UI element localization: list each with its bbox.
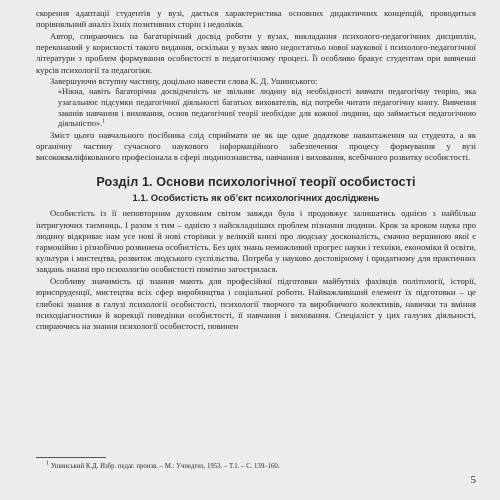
- footnote-divider: [36, 457, 106, 458]
- footnote: [46, 462, 280, 471]
- section-title: 1.1. Особистість як об’єкт психологічних досліджень: [132, 192, 380, 204]
- footnote-mark[interactable]: 1: [102, 118, 106, 125]
- footnote-text: Ушинський К.Д. Избр. педаг. произв. – М.: Учпедгиз, 1953. – Т.1. – С. 139–160.: [50, 463, 280, 470]
- paragraph-professional-training: Особливу значимість ці знання мають для професійної підготовки майбутніх фахівців політології, історії, юриспруденції, мистецтва всіх сфер виробництва і соціальної роботи. Найважливіший елемент їх підготовки – це глибокі знання в галузі психології особистості, психології творчого та виробничого колективів, навички та вміння психодіагностики й корекції поведінки особистості, її навчання і виховання. Спеціаліст у цих галузях діяльності, спираючись на знання психології особистості, повинен: [36, 276, 476, 331]
- quote-text: «Нікна, навіть багаторічна досвідченість не звільняє людину від необхідності вивчати педагогічну теорію, яка узагальнює підсумки педагогічної діяльності багатьох вихователів, від потреби читати педагогічну книгу. Вивчення законів навчання і виховання, основ педагогічної теорії необхідне для кожної людини, що займається педагогічною діяльністю».: [58, 87, 476, 129]
- ushinsky-quote: [58, 87, 476, 129]
- paragraph-textbook-purpose: Зміст цього навчального посібника слід сприймати не як ще одне додаткове навантаження на студента, а як органічну частину сучасного наукового інформаційного забезпечення процесу формування у вузі висококваліфікованого професіонала в сфері людинознавства, навчання і виховання, всебічного розвитку особистості.: [36, 129, 476, 163]
- chapter-title: Розділ 1. Основи психологічної теорії особистості: [96, 175, 416, 190]
- paragraph-continuation: скорення адаптації студентів у вузі, дається характеристика основних дидактичних концепцій, проводиться порівняльний аналіз їхніх позитивних сторін і недоліків.: [36, 8, 476, 30]
- paragraph-personality-mystery: Особистість із її неповторним духовним світом завжди була і продовжує залишатись однією з найбільш інтригуючих таємниць. І разом з тим – однією з найскладніших проблем пізнання людини. Крок за кроком наука про людину відкриває нам усе нові й нові сторінки у великій книзі про людську досконалість, смачно вершиною якої є гармонійно і різнобічно розвинена особистість. Без цих знань неможливий прогрес науки і техніки, економіки й освіти, культури і мистецтва, розвиток людського суспільства. Потреба у науково достовірному і придатному для практичних завдань знанні про психологію особистості помітно загострилася.: [36, 208, 476, 275]
- paragraph-author-experience: Автор, спираючись на багаторічний досвід роботи у вузах, викладання психолого-педагогічних дисциплін, переконаний у корисності такого видання, оскільки у вузах явно недостатньо нової наукової і психолого-педагогічної літератури з проблем формування особистості в педагогічному процесі. Її особливо бракує студентам при вивченні курсів психології та педагогіки.: [36, 30, 476, 75]
- paragraph-ushinsky-intro: Завершуючи вступну частину, доцільно навести слова К. Д. Ушинського:: [50, 76, 318, 87]
- page-number: 5: [470, 474, 476, 486]
- footnote-number: 1: [46, 460, 49, 467]
